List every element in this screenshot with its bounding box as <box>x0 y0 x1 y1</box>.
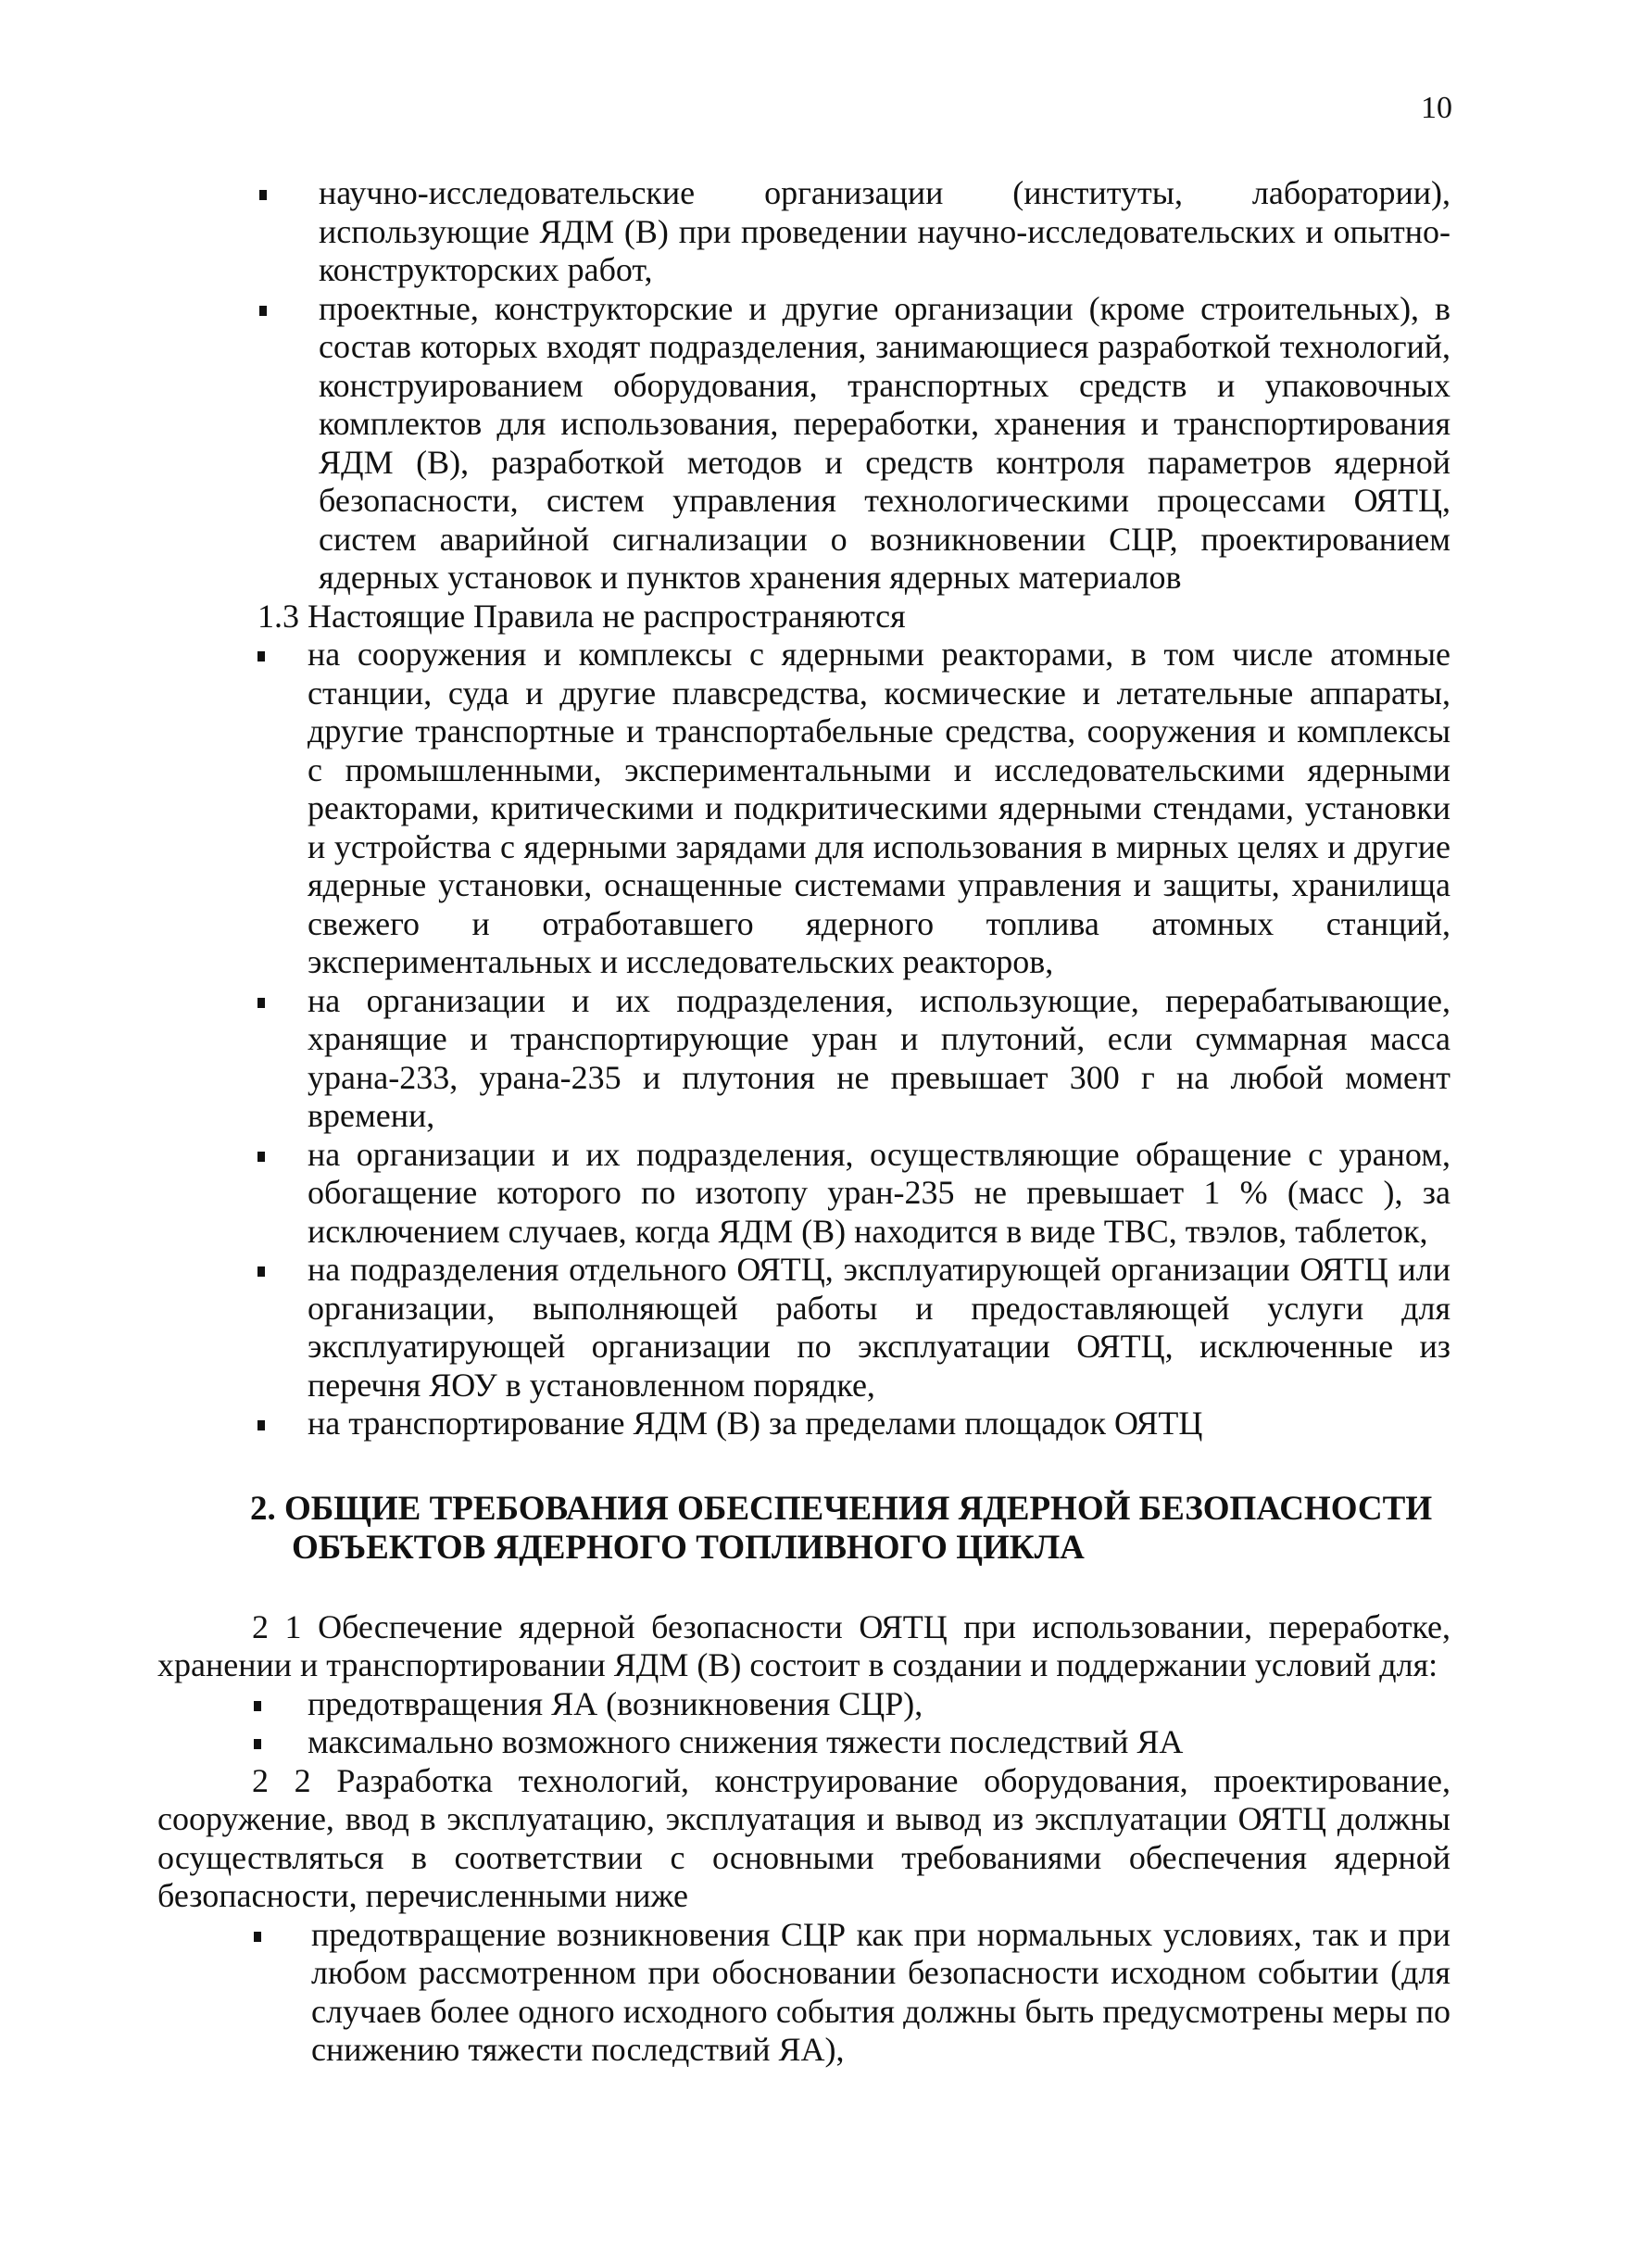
section-2-title-line2: ОБЪЕКТОВ ЯДЕРНОГО ТОПЛИВНОГО ЦИКЛА <box>292 1528 1085 1567</box>
paragraph-2-2: 2 2 Разработка технологий, конструирование оборудования, проектирование, сооружение, ввод в эксплуатацию, эксплуатация и вывод из эксплуатации ОЯТЦ должны осуществляться в соответствии с основными требованиями обеспечения ядерной безопасности, перечисленными ниже <box>157 1761 1450 1914</box>
requirements-bullet-list <box>157 1916 1450 2070</box>
bullet-marker-icon <box>257 651 265 662</box>
list-item <box>157 1723 1450 1762</box>
section-2-title-line1: 2. ОБЩИЕ ТРЕБОВАНИЯ ОБЕСПЕЧЕНИЯ ЯДЕРНОЙ БЕЗОПАСНОСТИ <box>250 1489 1433 1528</box>
bullet-marker-icon <box>254 1932 261 1942</box>
list-item-text: предотвращения ЯА (возникновения СЦР), <box>308 1684 923 1722</box>
list-item-text: максимально возможного снижения тяжести последствий ЯА <box>308 1723 1184 1760</box>
item-1-3-heading: 1.3 Настоящие Правила не распространяются <box>257 597 906 635</box>
bullet-marker-icon <box>254 1701 261 1711</box>
list-item-text: на подразделения отдельного ОЯТЦ, эксплуатирующей организации ОЯТЦ или организации, выполняющей работы и предоставляющей услуги для эксплуатирующей организации по эксплуатации ОЯТЦ, исключенные из перечня ЯОУ в установленном порядке, <box>308 1251 1450 1404</box>
list-item <box>157 290 1450 598</box>
bullet-marker-icon <box>257 1420 265 1430</box>
list-item <box>157 1916 1450 2070</box>
bullet-marker-icon <box>257 1266 265 1277</box>
list-item <box>157 982 1450 1136</box>
bullet-marker-icon <box>257 998 265 1008</box>
page-content <box>157 174 1450 2070</box>
list-item <box>157 1136 1450 1252</box>
exclusions-bullet-list <box>157 636 1450 1443</box>
conditions-bullet-list <box>157 1685 1450 1762</box>
list-item-text: на организации и их подразделения, осуществляющие обращение с ураном, обогащение которого по изотопу уран-235 не превышает 1 % (масс ), за исключением случаев, когда ЯДМ (В) находится в виде ТВС, твэлов, таблеток, <box>308 1135 1450 1250</box>
list-item-text: научно-исследовательские организации (институты, лаборатории), использующие ЯДМ (В) при проведении научно-исследовательских и опытно-конструкторских работ, <box>319 174 1450 288</box>
section-2-title <box>250 1490 1454 1568</box>
list-item-text: на сооружения и комплексы с ядерными реакторами, в том числе атомные станции, суда и другие плавсредства, космические и летательные аппараты, другие транспортные и транспортабельные средства, сооружения и комплексы с промышленными, экспериментальными и исследовательскими ядерными реакторами, критическими и подкритическими ядерными стендами, установки и устройства с ядерными зарядами для использования в мирных целях и другие ядерные установки, оснащенные системами управления и защиты, хранилища свежего и отработавшего ядерного топлива атомных станций, экспериментальных и исследовательских реакторов, <box>308 636 1450 980</box>
list-item <box>157 1251 1450 1405</box>
bullet-marker-icon <box>259 190 267 200</box>
list-item <box>157 1685 1450 1724</box>
list-item <box>157 174 1450 290</box>
list-item <box>157 636 1450 982</box>
intro-bullet-list <box>157 174 1450 598</box>
page-number: 10 <box>1421 91 1452 125</box>
list-item-text: проектные, конструкторские и другие организации (кроме строительных), в состав которых входят подразделения, занимающиеся разработкой технологий, конструированием оборудования, транспортных средств и упаковочных комплектов для использования, переработки, хранения и транспортирования ЯДМ (В), разработкой методов и средств контроля параметров ядерной безопасности, систем управления технологическими процессами ОЯТЦ, систем аварийной сигнализации о возникновении СЦР, проектированием ядерных установок и пунктов хранения ядерных материалов <box>319 289 1450 596</box>
list-item-text: на организации и их подразделения, использующие, перерабатывающие, хранящие и транспортирующие уран и плутоний, если суммарная масса урана-233, урана-235 и плутония не превышает 300 г на любой момент времени, <box>308 981 1450 1134</box>
list-item-text: на транспортирование ЯДМ (В) за пределами площадок ОЯТЦ <box>308 1405 1203 1442</box>
list-item-text: предотвращение возникновения СЦР как при нормальных условиях, так и при любом рассмотренном при обосновании безопасности исходном событии (для случаев более одного исходного события должны быть предусмотрены меры по снижению тяжести последствий ЯА), <box>311 1915 1450 2068</box>
paragraph-2-1: 2 1 Обеспечение ядерной безопасности ОЯТЦ при использовании, переработке, хранении и транспортировании ЯДМ (В) состоит в создании и поддержании условий для: <box>157 1607 1450 1683</box>
bullet-marker-icon <box>257 1152 265 1162</box>
bullet-marker-icon <box>259 306 267 316</box>
list-item <box>157 1405 1450 1443</box>
bullet-marker-icon <box>254 1739 261 1749</box>
